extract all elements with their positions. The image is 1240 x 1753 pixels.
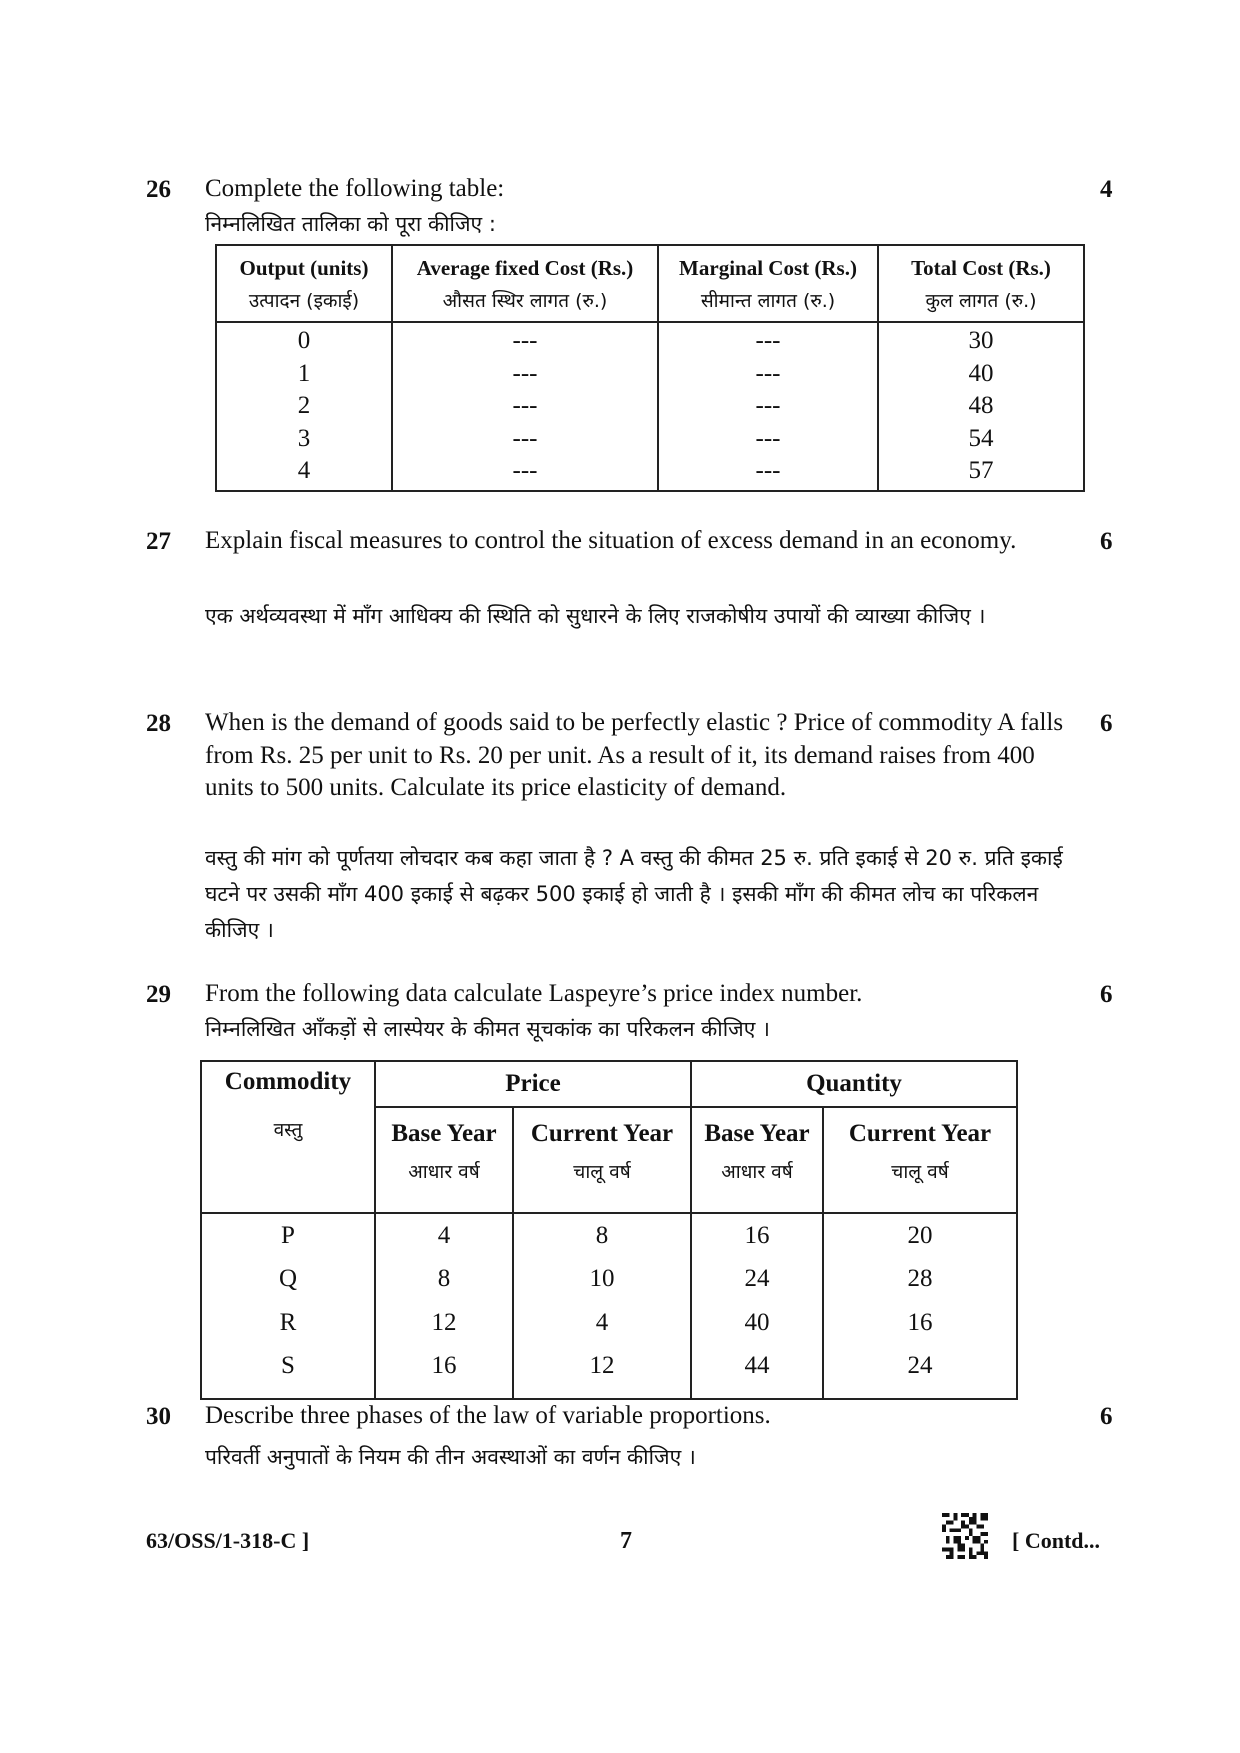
cell: 24 [823,1345,1017,1400]
cell: S [201,1345,375,1400]
table-row [216,423,1084,456]
cell: 8 [513,1213,691,1258]
cell: 20 [823,1213,1017,1258]
qr-code-icon [942,1513,988,1559]
question-text-hindi: निम्नलिखित आँकड़ों से लास्पेयर के कीमत सूचकांक का परिकलन कीजिए । [205,1017,770,1041]
cell: 10 [513,1258,691,1302]
marks: 4 [1100,176,1113,203]
paper-code: 63/OSS/1-318-C ] [146,1528,310,1553]
marks: 6 [1100,710,1113,737]
header-price-base-year: Base Year आधार वर्ष [375,1107,513,1213]
cost-table [215,244,1085,492]
marks: 6 [1100,528,1113,555]
question-text-english: From the following data calculate Laspeyre’s price index number. [205,980,863,1007]
cell: 4 [216,455,392,491]
question-number: 27 [146,528,171,555]
cell: 16 [375,1345,513,1400]
question-text-english: When is the demand of goods said to be perfectly elastic ? Price of commodity A falls from Rs. 25 per unit to Rs. 20 per unit. As a result of it, its demand raises from 400 units to 500 units. Calculate its price elasticity of demand. [205,709,1064,801]
table-row [201,1213,1017,1258]
cell: --- [392,322,658,358]
header-afc: Average fixed Cost (Rs.) औसत स्थिर लागत (रु.) [392,245,658,322]
cell: R [201,1301,375,1345]
question-text-hindi: एक अर्थव्यवस्था में माँग आधिक्य की स्थिति को सुधारने के लिए राजकोषीय उपायों की व्याख्या कीजिए । [205,604,986,628]
question-text-hindi: परिवर्ती अनुपातों के नियम की तीन अवस्थाओं का वर्णन कीजिए । [205,1445,696,1469]
cell: 3 [216,423,392,456]
price-index-table [200,1060,1018,1400]
header-mc: Marginal Cost (Rs.) सीमान्त लागत (रु.) [658,245,878,322]
question-number: 28 [146,710,171,737]
cell: 12 [513,1345,691,1400]
header-commodity: Commodity वस्तु [201,1061,375,1213]
cell: 1 [216,358,392,391]
cell: 4 [375,1213,513,1258]
question-text-english: Explain fiscal measures to control the situation of excess demand in an economy. [205,527,1017,554]
header-price: Price [375,1061,691,1107]
cell: 4 [513,1301,691,1345]
question-number: 26 [146,176,171,203]
page-number: 7 [620,1528,632,1554]
cell: --- [658,423,878,456]
marks: 6 [1100,1403,1113,1430]
table-row [201,1258,1017,1302]
continued-label: [ Contd... [1012,1528,1101,1553]
question-text-english: Describe three phases of the law of variable proportions. [205,1402,771,1429]
marks: 6 [1100,981,1113,1008]
cell: --- [392,455,658,491]
question-text-hindi: वस्तु की मांग को पूर्णतया लोचदार कब कहा जाता है ? A वस्तु की कीमत 25 रु. प्रति इकाई से 20 रु. प्रति इकाई घटने पर उसकी माँग 400 इकाई से बढ़कर 500 इकाई हो जाती है । इसकी माँग की कीमत लोच का परिकलन कीजिए । [205,846,1063,942]
header-output: Output (units) उत्पादन (इकाई) [216,245,392,322]
cell: 40 [878,358,1084,391]
cell: Q [201,1258,375,1302]
header-tc: Total Cost (Rs.) कुल लागत (रु.) [878,245,1084,322]
header-quantity-current-year: Current Year चालू वर्ष [823,1107,1017,1213]
cell: 8 [375,1258,513,1302]
cell: 40 [691,1301,823,1345]
table-row [216,455,1084,491]
cell: 2 [216,390,392,423]
cell: --- [658,358,878,391]
table-row [216,358,1084,391]
cell: --- [658,390,878,423]
cell: 30 [878,322,1084,358]
question-text-hindi: निम्नलिखित तालिका को पूरा कीजिए : [205,212,496,236]
cell: 24 [691,1258,823,1302]
cell: --- [392,423,658,456]
header-price-current-year: Current Year चालू वर्ष [513,1107,691,1213]
cell: P [201,1213,375,1258]
table-row [216,322,1084,358]
question-text-english: Complete the following table: [205,175,505,202]
cell: --- [392,358,658,391]
cell: --- [658,455,878,491]
header-quantity-base-year: Base Year आधार वर्ष [691,1107,823,1213]
question-number: 30 [146,1403,171,1430]
cell: 12 [375,1301,513,1345]
question-number: 29 [146,981,171,1008]
cell: 57 [878,455,1084,491]
table-row [216,390,1084,423]
cell: 28 [823,1258,1017,1302]
table-row [201,1345,1017,1400]
header-quantity: Quantity [691,1061,1017,1107]
cell: 44 [691,1345,823,1400]
table-row [201,1301,1017,1345]
cell: --- [392,390,658,423]
cell: 48 [878,390,1084,423]
cell: 0 [216,322,392,358]
cell: 16 [691,1213,823,1258]
cell: --- [658,322,878,358]
cell: 54 [878,423,1084,456]
cell: 16 [823,1301,1017,1345]
